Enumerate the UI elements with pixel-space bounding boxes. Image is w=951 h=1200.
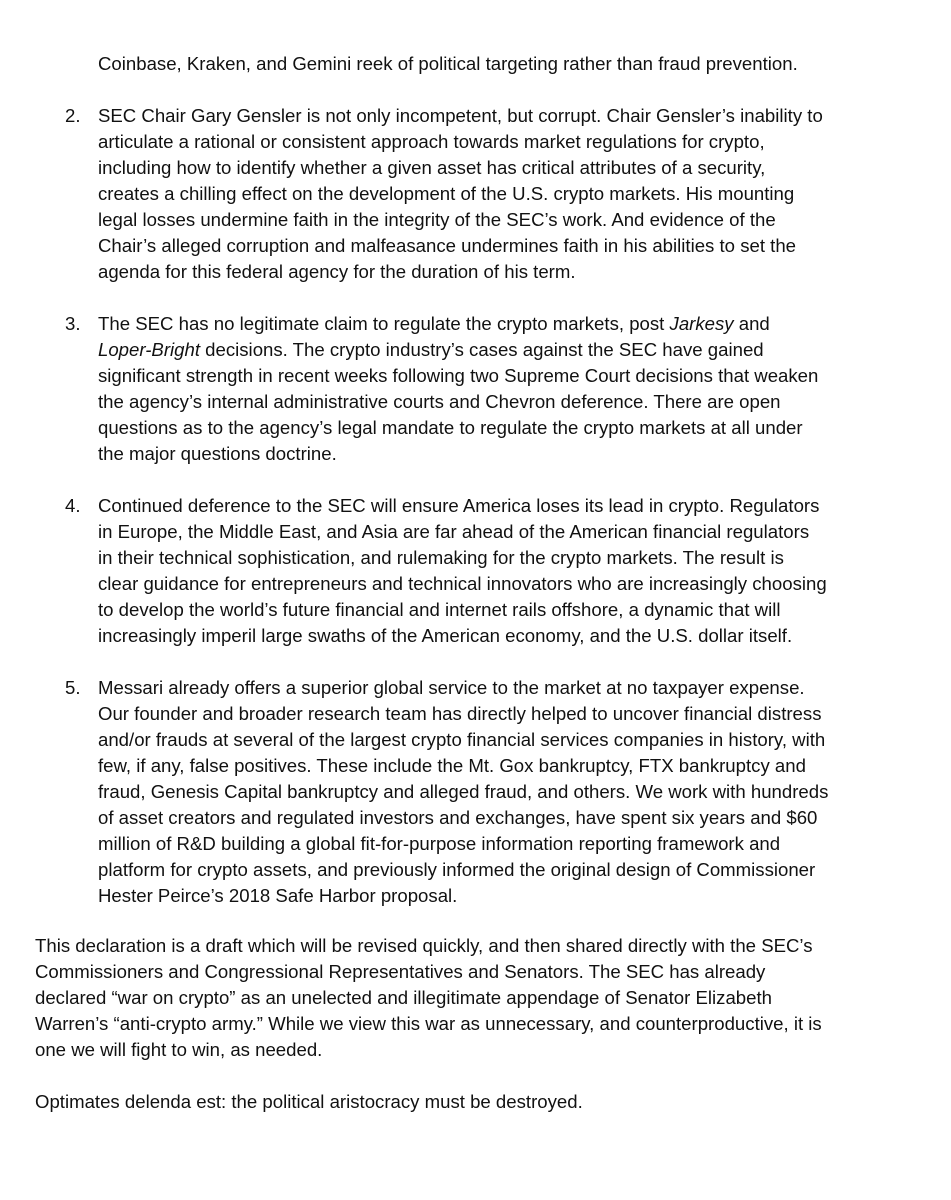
text-line: including how to identify whether a given asset has critical attributes of a security,: [98, 157, 766, 178]
text-line: This declaration is a draft which will be revised quickly, and then shared directly with the SEC’s: [35, 935, 813, 956]
text-line: Warren’s “anti-crypto army.” While we view this war as unnecessary, and counterproductive, it is: [35, 1013, 822, 1034]
text-lines: [98, 51, 798, 77]
text-line: Hester Peirce’s 2018 Safe Harbor proposal.: [98, 885, 458, 906]
text-segment: decisions. The crypto industry’s cases against the SEC have gained: [199, 339, 764, 360]
text-line: the major questions doctrine.: [98, 443, 337, 464]
text-line: Our founder and broader research team has directly helped to uncover financial distress: [98, 703, 822, 724]
text-line: [98, 337, 764, 363]
text-line: to develop the world’s future financial and internet rails offshore, a dynamic that will: [98, 599, 781, 620]
text-line: [98, 311, 770, 337]
text-line: SEC Chair Gary Gensler is not only incompetent, but corrupt. Chair Gensler’s inability to: [98, 105, 823, 126]
text-line: Optimates delenda est: the political aristocracy must be destroyed.: [35, 1091, 583, 1112]
text-line: fraud, Genesis Capital bankruptcy and alleged fraud, and others. We work with hundreds: [98, 781, 829, 802]
text-line: in Europe, the Middle East, and Asia are far ahead of the American financial regulators: [98, 521, 810, 542]
case-name-italic: Jarkesy: [669, 313, 734, 334]
text-line: creates a chilling effect on the development of the U.S. crypto markets. His mounting: [98, 183, 795, 204]
list-item: [0, 493, 951, 649]
text-line: clear guidance for entrepreneurs and technical innovators who are increasingly choosing: [98, 573, 827, 594]
list-number: 4.: [65, 495, 81, 516]
text-line: and/or frauds at several of the largest crypto financial services companies in history, with: [98, 729, 826, 750]
list-item: [0, 675, 951, 909]
text-line: articulate a rational or consistent approach towards market regulations for crypto,: [98, 131, 765, 152]
list-item: [0, 103, 951, 285]
text-line: of asset creators and regulated investors and exchanges, have spent six years and $60: [98, 807, 818, 828]
text-line: agenda for this federal agency for the duration of his term.: [98, 261, 576, 282]
list-item: [0, 311, 951, 467]
text-line: few, if any, false positives. These include the Mt. Gox bankruptcy, FTX bankruptcy and: [98, 755, 806, 776]
text-line: one we will fight to win, as needed.: [35, 1039, 323, 1060]
case-name-italic: Loper-Bright: [98, 339, 200, 360]
text-lines: [35, 1089, 583, 1115]
text-line: Commissioners and Congressional Representatives and Senators. The SEC has already: [35, 961, 766, 982]
text-line: platform for crypto assets, and previously informed the original design of Commissioner: [98, 859, 816, 880]
closing-paragraph: [0, 933, 951, 1063]
text-segment: and: [733, 313, 770, 334]
text-line: Coinbase, Kraken, and Gemini reek of political targeting rather than fraud prevention.: [98, 53, 798, 74]
text-line: the agency’s internal administrative courts and Chevron deference. There are open: [98, 391, 781, 412]
text-segment: The SEC has no legitimate claim to regulate the crypto markets, post: [98, 313, 670, 334]
text-line: declared “war on crypto” as an unelected and illegitimate appendage of Senator Elizabeth: [35, 987, 772, 1008]
text-line: increasingly imperil large swaths of the American economy, and the U.S. dollar itself.: [98, 625, 793, 646]
text-lines: [98, 103, 823, 285]
continuation-text: [0, 51, 951, 77]
text-lines: [98, 311, 818, 467]
text-line: questions as to the agency’s legal mandate to regulate the crypto markets at all under: [98, 417, 803, 438]
text-line: million of R&D building a global fit-for-purpose information reporting framework and: [98, 833, 781, 854]
text-line: Continued deference to the SEC will ensure America loses its lead in crypto. Regulators: [98, 495, 820, 516]
text-lines: [35, 933, 822, 1063]
text-line: legal losses undermine faith in the integrity of the SEC’s work. And evidence of the: [98, 209, 776, 230]
text-lines: [98, 493, 827, 649]
list-number: 2.: [65, 105, 81, 126]
list-number: 5.: [65, 677, 81, 698]
final-statement: [0, 1089, 951, 1115]
text-line: Chair’s alleged corruption and malfeasance undermines faith in his abilities to set the: [98, 235, 797, 256]
text-lines: [98, 675, 828, 909]
text-line: in their technical sophistication, and rulemaking for the crypto markets. The result is: [98, 547, 784, 568]
list-number: 3.: [65, 313, 81, 334]
text-line: Messari already offers a superior global service to the market at no taxpayer expense.: [98, 677, 805, 698]
text-line: significant strength in recent weeks following two Supreme Court decisions that weaken: [98, 365, 819, 386]
